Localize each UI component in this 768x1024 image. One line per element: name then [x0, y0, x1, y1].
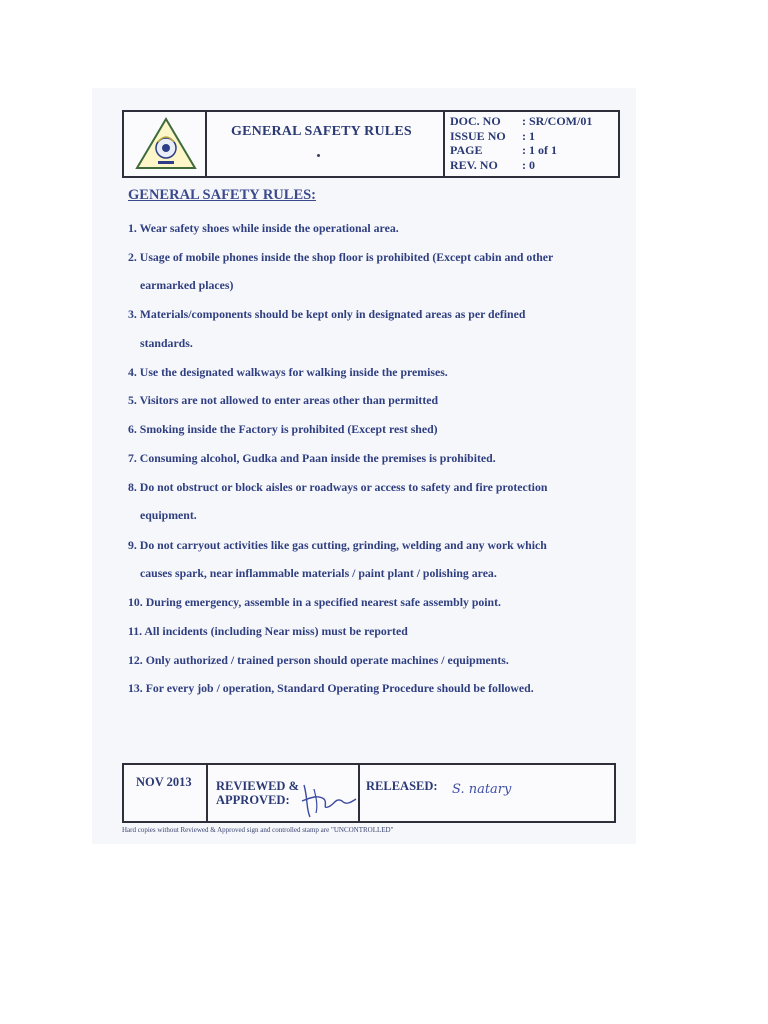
header-title-cell	[207, 112, 445, 176]
rule-line: 7. Consuming alcohol, Gudka and Paan inside the premises is prohibited.	[128, 451, 496, 465]
company-logo-icon	[134, 116, 198, 172]
meta-key: ISSUE NO	[450, 128, 506, 143]
meta-row-page	[450, 143, 620, 158]
rule-line: standards.	[140, 336, 193, 350]
meta-value: : 1	[522, 128, 535, 143]
meta-row-issue-no	[450, 129, 620, 144]
section-heading: GENERAL SAFETY RULES:	[128, 187, 317, 203]
released-cell	[360, 765, 614, 821]
rule-line: 13. For every job / operation, Standard Operating Procedure should be followed.	[128, 681, 534, 695]
document-header-table	[122, 110, 620, 178]
reviewed-approved-cell	[208, 765, 360, 821]
rule-line: equipment.	[140, 508, 197, 522]
meta-row-rev-no	[450, 158, 620, 173]
rule-line: causes spark, near inflammable materials / paint plant / polishing area.	[140, 566, 497, 580]
approval-footer-table	[122, 763, 616, 823]
meta-key: PAGE	[450, 143, 483, 157]
rule-line: 11. All incidents (including Near miss) must be reported	[128, 624, 408, 638]
approved-label: APPROVED:	[216, 793, 290, 807]
issue-date: NOV 2013	[136, 775, 192, 789]
meta-value: : SR/COM/01	[522, 114, 593, 128]
release-signature: S. natary	[452, 782, 512, 797]
rule-line: 8. Do not obstruct or block aisles or roadways or access to safety and fire protection	[128, 480, 548, 494]
rule-line: 4. Use the designated walkways for walking inside the premises.	[128, 365, 448, 379]
released-label: RELEASED:	[366, 779, 438, 793]
rule-line: 6. Smoking inside the Factory is prohibited (Except rest shed)	[128, 422, 438, 436]
reviewed-label: REVIEWED &	[216, 779, 299, 793]
document-title: GENERAL SAFETY RULES	[231, 124, 412, 139]
meta-value: : 0	[522, 157, 535, 172]
rule-line: 12. Only authorized / trained person should operate machines / equipments.	[128, 653, 509, 667]
date-cell	[124, 765, 208, 821]
reviewer-signature-icon	[298, 779, 360, 819]
meta-row-doc-no	[450, 114, 620, 129]
rule-line: 9. Do not carryout activities like gas cutting, grinding, welding and any work which	[128, 538, 547, 552]
meta-key: DOC. NO	[450, 114, 501, 128]
rule-line: 10. During emergency, assemble in a specified nearest safe assembly point.	[128, 595, 501, 609]
logo-cell	[124, 112, 207, 176]
rule-line: 3. Materials/components should be kept only in designated areas as per defined	[128, 307, 526, 321]
rule-line: earmarked places)	[140, 278, 234, 292]
meta-value: : 1 of 1	[522, 143, 557, 157]
rule-line: 5. Visitors are not allowed to enter areas other than permitted	[128, 393, 439, 407]
rule-line: 2. Usage of mobile phones inside the shop floor is prohibited (Except cabin and other	[128, 250, 554, 264]
document-meta	[450, 114, 620, 172]
rule-line: 1. Wear safety shoes while inside the operational area.	[128, 221, 399, 235]
ink-dot	[317, 154, 320, 157]
meta-key: REV. NO	[450, 157, 498, 172]
uncontrolled-copy-note: Hard copies without Reviewed & Approved sign and controlled stamp are "UNCONTROLLED"	[122, 826, 394, 834]
